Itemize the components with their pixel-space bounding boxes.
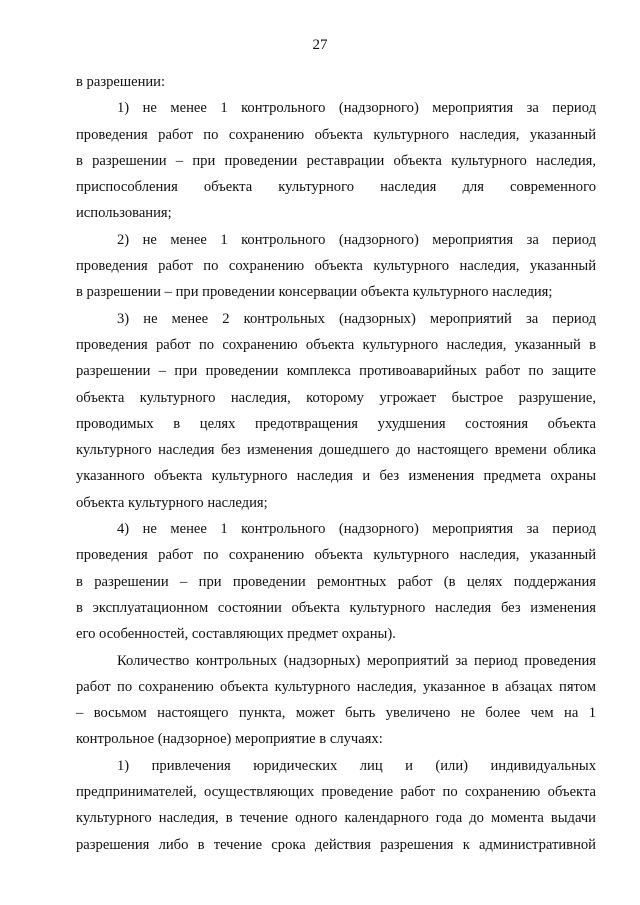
text-line: работ по сохранению объекта культурного наследия, указанное в абзацах пятом bbox=[76, 678, 596, 695]
text-line: проведения работ по сохранению объекта культурного наследия, указанный bbox=[76, 547, 596, 564]
page-number: 27 bbox=[312, 37, 328, 53]
text-line: 3) не менее 2 контрольных (надзорных) мероприятий за период bbox=[117, 310, 596, 327]
text-line: объекта культурного наследия; bbox=[76, 494, 268, 511]
text-line: 4) не менее 1 контрольного (надзорного) мероприятия за период bbox=[117, 521, 596, 538]
text-line: проводимых в целях предотвращения ухудшения состояния объекта bbox=[76, 415, 596, 432]
text-line: проведения работ по сохранению объекта культурного наследия, указанный bbox=[76, 258, 596, 275]
text-line: проведения работ по сохранению объекта культурного наследия, указанный bbox=[76, 126, 596, 143]
body-text bbox=[76, 69, 596, 858]
text-line: в разрешении – при проведении ремонтных работ (в целях поддержания bbox=[76, 573, 596, 590]
text-line: предпринимателей, осуществляющих проведение работ по сохранению объекта bbox=[76, 784, 596, 801]
text-line: разрешения либо в течение срока действия разрешения к административной bbox=[76, 836, 596, 853]
text-line: указанного объекта культурного наследия и без изменения предмета охраны bbox=[76, 468, 596, 485]
text-line: объекта культурного наследия, которому угрожает быстрое разрушение, bbox=[76, 389, 596, 406]
text-line: в разрешении – при проведении консервации объекта культурного наследия; bbox=[76, 284, 553, 301]
text-line: 1) привлечения юридических лиц и (или) индивидуальных bbox=[117, 757, 596, 774]
text-line: 2) не менее 1 контрольного (надзорного) мероприятия за период bbox=[117, 231, 596, 248]
text-line: в разрешении – при проведении реставрации объекта культурного наследия, bbox=[76, 152, 596, 169]
text-line: в эксплуатационном состоянии объекта культурного наследия без изменения bbox=[76, 599, 596, 616]
text-line: в разрешении: bbox=[76, 74, 166, 90]
text-line: культурного наследия, в течение одного календарного года до момента выдачи bbox=[76, 810, 596, 827]
text-line: использования; bbox=[76, 205, 172, 222]
text-line: его особенностей, составляющих предмет охраны). bbox=[76, 626, 396, 643]
text-line: 1) не менее 1 контрольного (надзорного) мероприятия за период bbox=[117, 100, 596, 117]
text-line: – восьмом настоящего пункта, может быть увеличено не более чем на 1 bbox=[76, 705, 596, 722]
text-line: контрольное (надзорное) мероприятие в случаях: bbox=[76, 731, 383, 748]
text-line: разрешении – при проведении комплекса противоаварийных работ по защите bbox=[76, 363, 596, 380]
text-line: проведения работ по сохранению объекта культурного наследия, указанный в bbox=[76, 336, 596, 353]
text-line: культурного наследия без изменения дошедшего до настоящего времени облика bbox=[76, 442, 596, 459]
text-line: Количество контрольных (надзорных) мероприятий за период проведения bbox=[117, 652, 596, 669]
text-line: приспособления объекта культурного наследия для современного bbox=[76, 179, 596, 196]
